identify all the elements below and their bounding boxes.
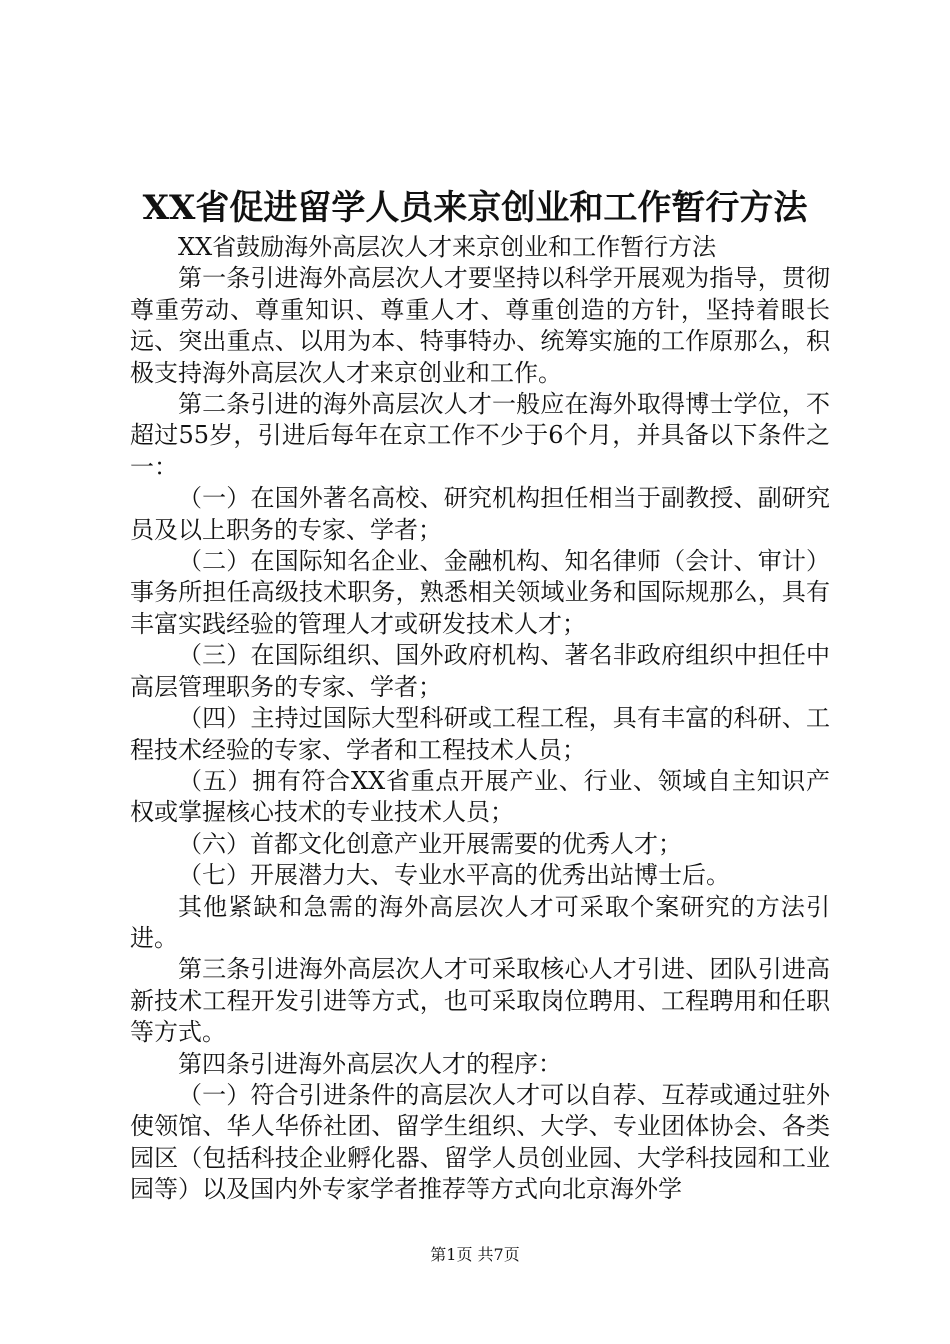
document-title: XX省促进留学人员来京创业和工作暂行方法 — [142, 188, 808, 228]
paragraph-item-2: （二）在国际知名企业、金融机构、知名律师（会计、审计）事务所担任高级技术职务，熟悉相关领域业务和国际规那么，具有丰富实践经验的管理人才或研发技术人才； — [130, 547, 830, 638]
paragraph-item-1: （一）在国外著名高校、研究机构担任相当于副教授、副研究员及以上职务的专家、学者； — [130, 484, 830, 544]
paragraph-article-4: 第四条引进海外高层次人才的程序： — [178, 1049, 562, 1078]
paragraph-item-7: （七）开展潜力大、专业水平高的优秀出站博士后。 — [178, 861, 730, 890]
paragraph-article-3: 第三条引进海外高层次人才可采取核心人才引进、团队引进高新技术工程开发引进等方式，也可采取岗位聘用、工程聘用和任职等方式。 — [130, 955, 830, 1047]
paragraph-other: 其他紧缺和急需的海外高层次人才可采取个案研究的方法引进。 — [130, 892, 830, 952]
paragraph-item-5: （五）拥有符合XX省重点开展产业、行业、领域自主知识产权或掌握核心技术的专业技术人员； — [130, 766, 830, 827]
paragraph-item-3: （三）在国际组织、国外政府机构、著名非政府组织中担任中高层管理职务的专家、学者； — [130, 641, 830, 701]
paragraph-subtitle: XX省鼓励海外高层次人才来京创业和工作暂行方法 — [178, 233, 717, 261]
paragraph-article-2: 第二条引进的海外高层次人才一般应在海外取得博士学位，不超过55岁，引进后每年在京工作不少于6个月，并具备以下条件之一： — [130, 390, 830, 481]
paragraph-procedure-1: （一）符合引进条件的高层次人才可以自荐、互荐或通过驻外使领馆、华人华侨社团、留学生组织、大学、专业团体协会、各类园区（包括科技企业孵化器、留学人员创业园、大学科技园和工业园等）以及国内外专家学者推荐等方式向北京海外学 — [130, 1080, 830, 1204]
paragraph-article-1: 第一条引进海外高层次人才要坚持以科学开展观为指导，贯彻尊重劳动、尊重知识、尊重人才、尊重创造的方针，坚持着眼长远、突出重点、以用为本、特事特办、统筹实施的工作原那么，积极支持海外高层次人才来京创业和工作。 — [130, 264, 830, 387]
page-footer: 第1页 共7页 — [430, 1245, 520, 1264]
paragraph-item-4: （四）主持过国际大型科研或工程工程，具有丰富的科研、工程技术经验的专家、学者和工程技术人员； — [130, 704, 830, 764]
document-body — [130, 232, 830, 1206]
paragraph-item-6: （六）首都文化创意产业开展需要的优秀人才； — [178, 829, 682, 858]
